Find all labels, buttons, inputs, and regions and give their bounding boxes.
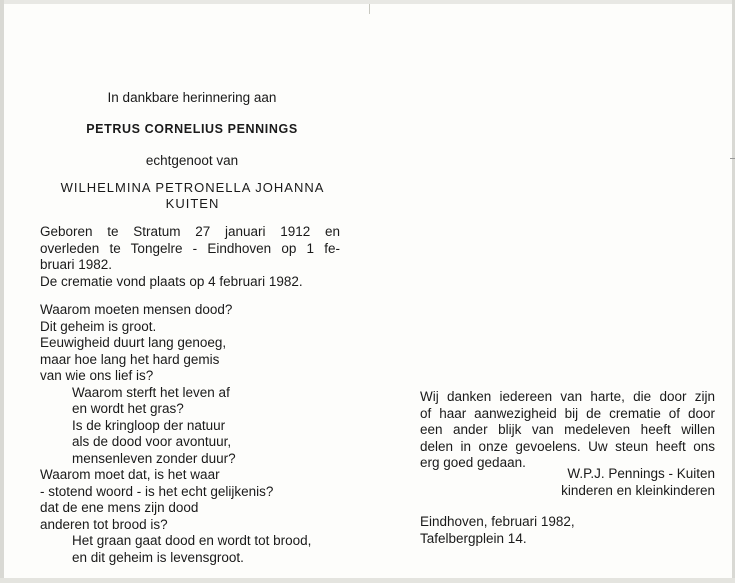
place-date-block — [420, 514, 715, 547]
poem-line: Eeuwigheid duurt lang genoeg, — [40, 335, 227, 350]
place-date: Eindhoven, februari 1982, — [420, 514, 575, 529]
fold-mark — [730, 158, 735, 159]
intro-line: In dankbare herinnering aan — [107, 90, 277, 105]
thanks-line: een ander blijk van medeleven heeft willen — [420, 422, 715, 437]
poem-line: Waarom sterft het leven af — [72, 384, 230, 400]
thanks-paragraph — [420, 389, 715, 472]
poem — [40, 302, 360, 566]
thanks-line: of haar aanwezigheid bij de crematie of door — [420, 405, 715, 421]
signature-name: W.P.J. Pennings - Kuiten — [567, 466, 715, 481]
poem-line: mensenleven zonder duur? — [72, 450, 236, 466]
poem-line: maar hoe lang het hard gemis — [40, 351, 220, 367]
biography-line: overleden te Tongelre - Eindhoven op 1 fe- — [40, 240, 340, 256]
address: Tafelbergplein 14. — [420, 530, 527, 546]
spouse-name-line1: WILHELMINA PETRONELLA JOHANNA — [60, 180, 325, 195]
biography-line: De crematie vond plaats op 4 februari 1982. — [40, 273, 303, 289]
poem-line: en dit geheim is levensgroot. — [72, 549, 244, 565]
thanks-line: delen in onze gevoelens. Uw steun heeft ons — [420, 438, 715, 454]
poem-line: dat de ene mens zijn dood — [40, 500, 199, 515]
poem-line: Waarom moeten mensen dood? — [40, 302, 233, 317]
poem-line: Dit geheim is groot. — [40, 318, 157, 334]
relation-line: echtgenoot van — [145, 153, 239, 168]
poem-line: Is de kringloop der natuur — [72, 417, 226, 433]
signature-block — [420, 466, 715, 499]
poem-line: - stotend woord - is het echt gelijkenis? — [40, 483, 274, 499]
card-top-edge — [0, 0, 735, 4]
thanks-line: Wij danken iedereen van harte, die door zijn — [420, 389, 715, 404]
card-left-edge — [0, 0, 4, 583]
fold-crease — [369, 4, 370, 14]
biography-paragraph — [40, 224, 340, 290]
poem-line: Waarom moet dat, is het waar — [40, 467, 220, 482]
deceased-name: PETRUS CORNELIUS PENNINGS — [86, 122, 298, 136]
signature-family: kinderen en kleinkinderen — [561, 482, 715, 498]
poem-line: als de dood voor avontuur, — [72, 434, 232, 449]
poem-line: Het graan gaat dood en wordt tot brood, — [72, 533, 312, 548]
card-bottom-edge — [0, 578, 735, 583]
thanks-line: erg goed gedaan. — [420, 455, 526, 470]
poem-line: en wordt het gras? — [72, 401, 184, 416]
poem-line: anderen tot brood is? — [40, 516, 168, 532]
poem-line: van wie ons lief is? — [40, 368, 154, 383]
biography-line: bruari 1982. — [40, 257, 113, 272]
biography-line: Geboren te Stratum 27 januari 1912 en — [40, 224, 340, 239]
spouse-name-line2: KUITEN — [165, 196, 220, 211]
